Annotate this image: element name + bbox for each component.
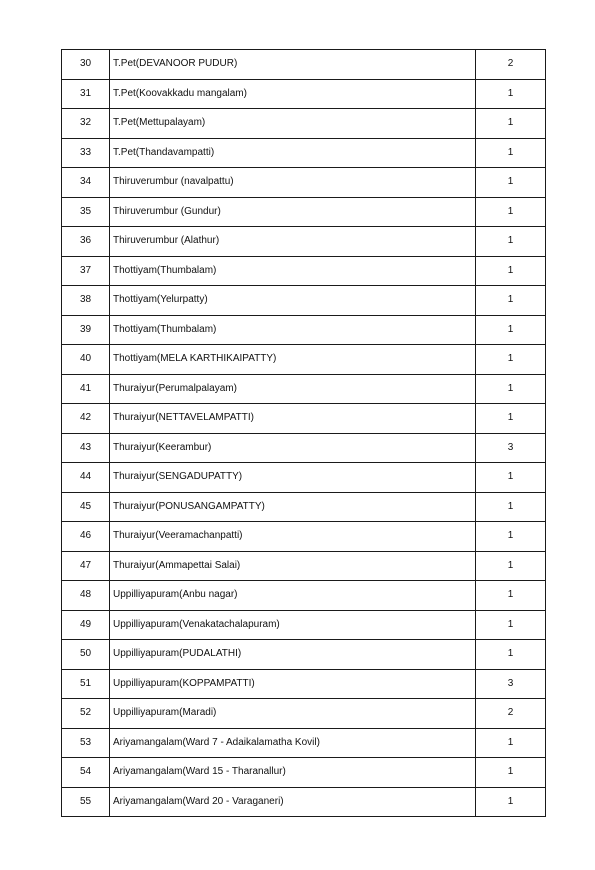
serial-number-cell: 37 [62,256,110,286]
place-name-cell: Thottiyam(Yelurpatty) [110,286,476,316]
count-cell: 1 [476,404,546,434]
count-cell: 3 [476,669,546,699]
serial-number-cell: 33 [62,138,110,168]
count-cell: 1 [476,728,546,758]
table-row [62,315,546,345]
table-row [62,138,546,168]
table-row [62,256,546,286]
count-cell: 2 [476,699,546,729]
place-name-cell: Thottiyam(Thumbalam) [110,315,476,345]
serial-number-cell: 50 [62,640,110,670]
serial-number-cell: 47 [62,551,110,581]
table-row [62,463,546,493]
place-name-cell: Ariyamangalam(Ward 20 - Varaganeri) [110,787,476,817]
count-cell: 1 [476,256,546,286]
count-cell: 1 [476,758,546,788]
place-name-cell: Uppilliyapuram(PUDALATHI) [110,640,476,670]
serial-number-cell: 34 [62,168,110,198]
serial-number-cell: 46 [62,522,110,552]
place-name-cell: Uppilliyapuram(KOPPAMPATTI) [110,669,476,699]
place-name-cell: Thuraiyur(SENGADUPATTY) [110,463,476,493]
place-name-cell: Thiruverumbur (Alathur) [110,227,476,257]
table-row [62,168,546,198]
table-row [62,522,546,552]
place-name-cell: Thuraiyur(Ammapettai Salai) [110,551,476,581]
table-row [62,50,546,80]
count-cell: 1 [476,581,546,611]
serial-number-cell: 31 [62,79,110,109]
place-name-cell: Thottiyam(MELA KARTHIKAIPATTY) [110,345,476,375]
table-row [62,699,546,729]
table-row [62,227,546,257]
locations-table-body [62,50,546,817]
serial-number-cell: 36 [62,227,110,257]
place-name-cell: Thuraiyur(PONUSANGAMPATTY) [110,492,476,522]
serial-number-cell: 30 [62,50,110,80]
table-row [62,109,546,139]
table-row [62,345,546,375]
place-name-cell: Thottiyam(Thumbalam) [110,256,476,286]
count-cell: 1 [476,463,546,493]
table-row [62,433,546,463]
count-cell: 3 [476,433,546,463]
count-cell: 1 [476,315,546,345]
serial-number-cell: 55 [62,787,110,817]
serial-number-cell: 38 [62,286,110,316]
serial-number-cell: 40 [62,345,110,375]
count-cell: 1 [476,227,546,257]
place-name-cell: T.Pet(Thandavampatti) [110,138,476,168]
count-cell: 1 [476,109,546,139]
table-row [62,669,546,699]
table-row [62,610,546,640]
serial-number-cell: 45 [62,492,110,522]
serial-number-cell: 54 [62,758,110,788]
place-name-cell: Thuraiyur(NETTAVELAMPATTI) [110,404,476,434]
table-row [62,581,546,611]
count-cell: 1 [476,345,546,375]
serial-number-cell: 44 [62,463,110,493]
place-name-cell: Uppilliyapuram(Maradi) [110,699,476,729]
serial-number-cell: 53 [62,728,110,758]
place-name-cell: Thuraiyur(Perumalpalayam) [110,374,476,404]
serial-number-cell: 32 [62,109,110,139]
place-name-cell: T.Pet(Koovakkadu mangalam) [110,79,476,109]
serial-number-cell: 51 [62,669,110,699]
table-row [62,758,546,788]
count-cell: 1 [476,197,546,227]
count-cell: 1 [476,286,546,316]
serial-number-cell: 41 [62,374,110,404]
table-row [62,404,546,434]
place-name-cell: T.Pet(Mettupalayam) [110,109,476,139]
count-cell: 1 [476,374,546,404]
place-name-cell: Ariyamangalam(Ward 15 - Tharanallur) [110,758,476,788]
count-cell: 1 [476,138,546,168]
table-row [62,787,546,817]
serial-number-cell: 48 [62,581,110,611]
count-cell: 1 [476,522,546,552]
count-cell: 2 [476,50,546,80]
place-name-cell: Uppilliyapuram(Anbu nagar) [110,581,476,611]
count-cell: 1 [476,79,546,109]
serial-number-cell: 35 [62,197,110,227]
place-name-cell: Ariyamangalam(Ward 7 - Adaikalamatha Kovil) [110,728,476,758]
place-name-cell: Thiruverumbur (Gundur) [110,197,476,227]
table-row [62,286,546,316]
serial-number-cell: 52 [62,699,110,729]
place-name-cell: Thuraiyur(Veeramachanpatti) [110,522,476,552]
count-cell: 1 [476,640,546,670]
count-cell: 1 [476,492,546,522]
count-cell: 1 [476,787,546,817]
count-cell: 1 [476,610,546,640]
place-name-cell: Thiruverumbur (navalpattu) [110,168,476,198]
table-row [62,728,546,758]
count-cell: 1 [476,551,546,581]
locations-table [61,49,546,817]
place-name-cell: T.Pet(DEVANOOR PUDUR) [110,50,476,80]
serial-number-cell: 43 [62,433,110,463]
place-name-cell: Uppilliyapuram(Venakatachalapuram) [110,610,476,640]
table-row [62,79,546,109]
count-cell: 1 [476,168,546,198]
table-row [62,374,546,404]
table-row [62,197,546,227]
serial-number-cell: 49 [62,610,110,640]
serial-number-cell: 42 [62,404,110,434]
table-row [62,492,546,522]
table-row [62,640,546,670]
place-name-cell: Thuraiyur(Keerambur) [110,433,476,463]
serial-number-cell: 39 [62,315,110,345]
table-row [62,551,546,581]
